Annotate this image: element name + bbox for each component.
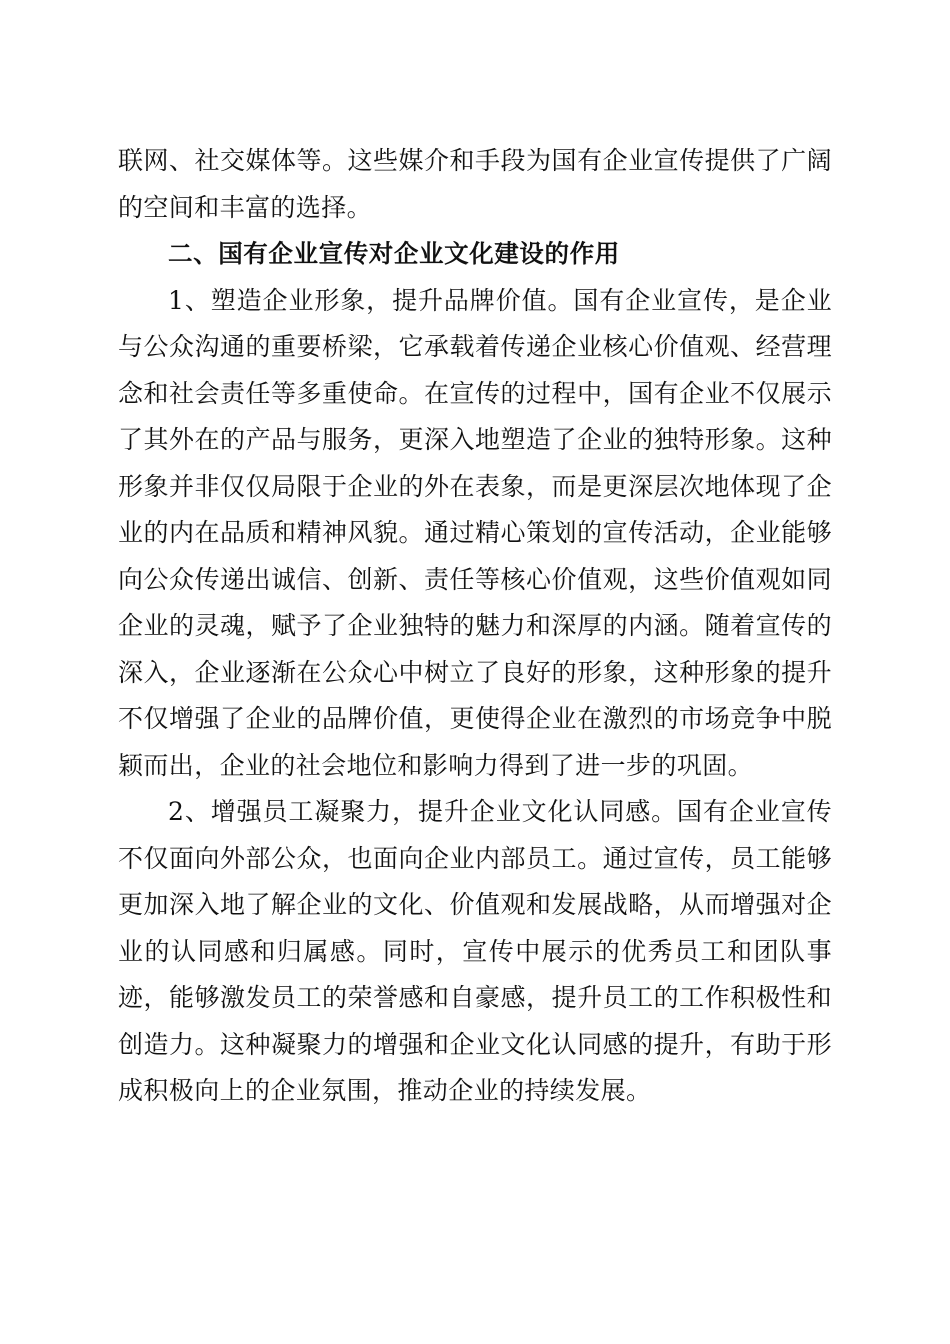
paragraph-employee-cohesion: 2、增强员工凝聚力，提升企业文化认同感。国有企业宣传不仅面向外部公众，也面向企业内部员工。通过宣传，员工能够更加深入地了解企业的文化、价值观和发展战略，从而增强对企业的认同感和归属感。同时，宣传中展示的优秀员工和团队事迹，能够激发员工的荣誉感和自豪感，提升员工的工作积极性和创造力。这种凝聚力的增强和企业文化认同感的提升，有助于形成积极向上的企业氛围，推动企业的持续发展。 [118,797,832,1105]
continuation-paragraph: 联网、社交媒体等。这些媒介和手段为国有企业宣传提供了广阔的空间和丰富的选择。 [118,146,832,222]
paragraph-brand-image: 1、塑造企业形象，提升品牌价值。国有企业宣传，是企业与公众沟通的重要桥梁，它承载着传递企业核心价值观、经营理念和社会责任等多重使命。在宣传的过程中，国有企业不仅展示了其外在的产品与服务，更深入地塑造了企业的独特形象。这种形象并非仅仅局限于企业的外在表象，而是更深层次地体现了企业的内在品质和精神风貌。通过精心策划的宣传活动，企业能够向公众传递出诚信、创新、责任等核心价值观，这些价值观如同企业的灵魂，赋予了企业独特的魅力和深厚的内涵。随着宣传的深入，企业逐渐在公众心中树立了良好的形象，这种形象的提升不仅增强了企业的品牌价值，更使得企业在激烈的市场竞争中脱颖而出，企业的社会地位和影响力得到了进一步的巩固。 [118,285,832,780]
document-body [118,138,832,1115]
section-heading: 二、国有企业宣传对企业文化建设的作用 [168,239,620,268]
